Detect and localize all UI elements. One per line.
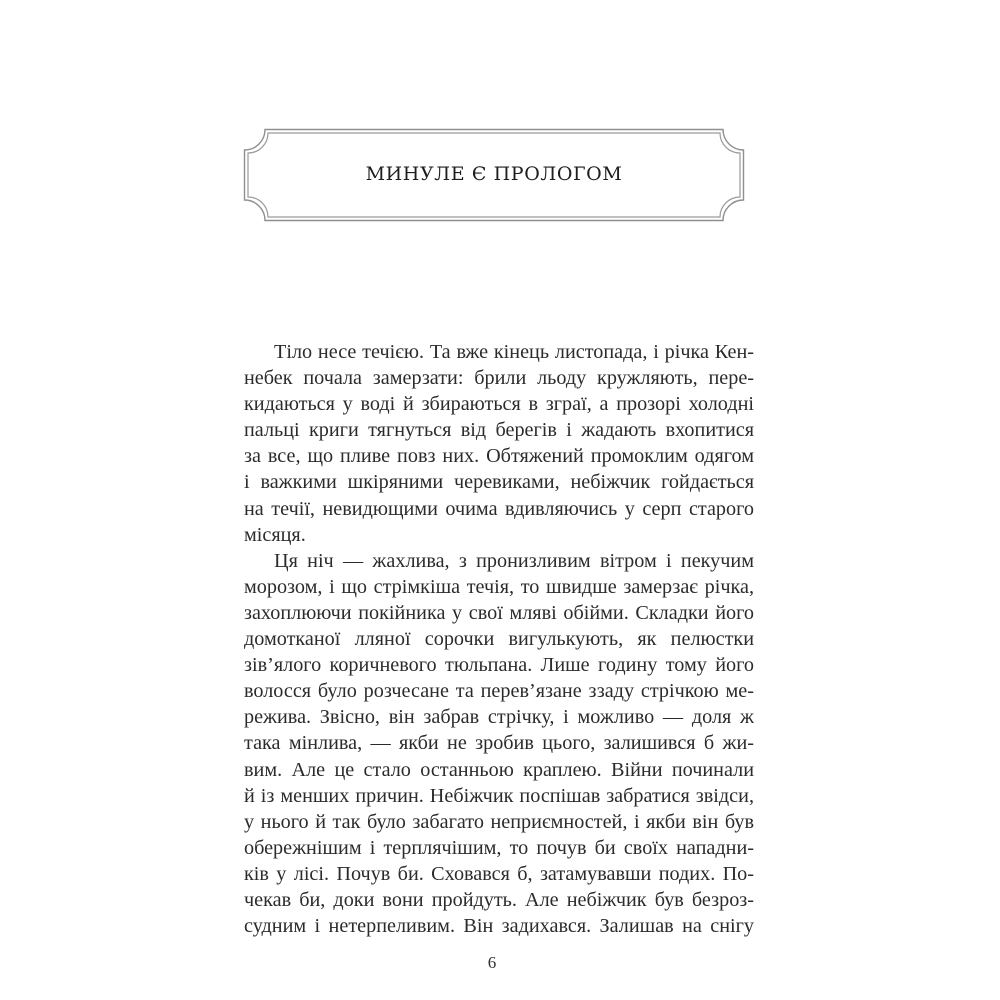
text-line: місяця. <box>244 523 306 546</box>
text-line: за все, що пливе повз них. Обтяжений промоклим одягом <box>244 445 754 468</box>
text-line: вим. Але це стало останньою краплею. Війни починали <box>244 758 754 781</box>
text-line: волосся було розчесане та перев’язане ззаду стрічкою ме- <box>244 680 754 703</box>
text-line: небек почала замерзати: брили льоду кружляють, пере- <box>244 367 754 390</box>
text-line: зів’ялого коричневого тюльпана. Лише годину тому його <box>244 654 754 677</box>
text-line: така мінлива, — якби не зробив цього, залишився б жи- <box>244 732 754 755</box>
text-line: у нього й так було забагато неприємностей, і якби він був <box>244 810 754 833</box>
text-line: Ця ніч — жахлива, з пронизливим вітром і пекучим <box>274 549 754 572</box>
text-line: судним і нетерпеливим. Він задихався. Залишав на снігу <box>244 915 754 938</box>
text-line: і важкими шкіряними черевиками, небіжчик гойдається <box>244 471 754 494</box>
text-line: домотканої лляної сорочки вигулькують, як пелюстки <box>244 628 754 651</box>
text-line: режива. Звісно, він забрав стрічку, і можливо — доля ж <box>244 706 754 729</box>
chapter-title: МИНУЛЕ Є ПРОЛОГОМ <box>365 163 623 185</box>
text-line: ків у лісі. Почув би. Сховався б, затамувавши подих. По- <box>244 862 754 885</box>
text-line: пальці криги тягнуться від берегів і жадають вхопитися <box>244 419 754 442</box>
body-text <box>244 339 754 939</box>
text-line: Тіло несе течією. Та вже кінець листопада, і річка Кен- <box>274 341 754 363</box>
text-line: чекав би, доки вони пройдуть. Але небіжчик був безроз- <box>244 888 754 911</box>
text-line: кидаються у воді й збираються в зграї, а прозорі холодні <box>244 393 754 416</box>
text-line: захоплюючи покійника у свої мляві обійми. Складки його <box>244 601 754 624</box>
text-line: на течії, невидющими очима вдивляючись у серп старого <box>244 497 754 520</box>
text-line: обережнішим і терплячішим, то почув би своїх нападни- <box>244 836 754 859</box>
text-line: й із менших причин. Небіжчик поспішав забратися звідси, <box>244 784 754 807</box>
chapter-title-frame <box>243 128 745 222</box>
text-line: морозом, і що стрімкіша течія, то швидше замерзає річка, <box>244 575 754 598</box>
page-number: 6 <box>487 953 497 972</box>
